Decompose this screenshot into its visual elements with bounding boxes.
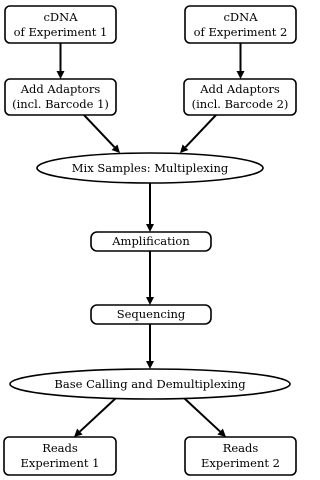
arrowhead-mix-to-amp: [146, 224, 154, 232]
node-add-adaptors-1-line1: Add Adaptors: [20, 82, 101, 96]
node-reads-experiment-2-line1: Reads: [222, 441, 259, 455]
arrow-adapt2-to-mix: [186, 115, 216, 147]
node-reads-experiment-2-line2: Experiment 2: [201, 456, 280, 470]
node-reads-experiment-1-line2: Experiment 1: [20, 456, 100, 470]
arrowhead-amp-to-seq: [146, 297, 154, 305]
node-base-calling: [10, 369, 290, 399]
node-cdna-experiment-1: [5, 6, 116, 43]
node-reads-experiment-2: [185, 437, 296, 475]
node-add-adaptors-2-line1: Add Adaptors: [200, 82, 280, 96]
node-add-adaptors-2: [184, 79, 296, 115]
node-amplification: [91, 232, 211, 251]
node-cdna-experiment-2: [185, 6, 296, 43]
arrowhead-cdna2-to-adapt2: [237, 71, 245, 79]
arrowhead-cdna1-to-adapt1: [57, 71, 65, 79]
arrow-adapt1-to-mix: [84, 115, 114, 147]
node-cdna-experiment-1-line2: of Experiment 1: [13, 25, 108, 39]
arrow-basecall-to-reads2: [184, 398, 220, 432]
arrowhead-seq-to-basecall: [146, 361, 154, 369]
node-reads-experiment-1-line1: Reads: [42, 441, 78, 455]
node-add-adaptors-2-line2: (incl. Barcode 2): [191, 97, 289, 111]
node-cdna-experiment-2-line1: cDNA: [223, 10, 258, 24]
node-mix-samples-label: Mix Samples: Multiplexing: [71, 161, 229, 175]
node-base-calling-label: Base Calling and Demultiplexing: [54, 377, 246, 391]
node-reads-experiment-1: [4, 437, 116, 475]
node-add-adaptors-1: [5, 79, 116, 115]
node-add-adaptors-1-line2: (incl. Barcode 1): [12, 97, 109, 111]
arrow-basecall-to-reads1: [80, 398, 116, 432]
node-cdna-experiment-2-line2: of Experiment 2: [193, 25, 288, 39]
node-mix-samples: [37, 153, 263, 183]
node-sequencing: [91, 305, 211, 324]
node-sequencing-label: Sequencing: [116, 307, 186, 321]
node-cdna-experiment-1-line1: cDNA: [43, 10, 78, 24]
node-amplification-label: Amplification: [112, 234, 190, 248]
